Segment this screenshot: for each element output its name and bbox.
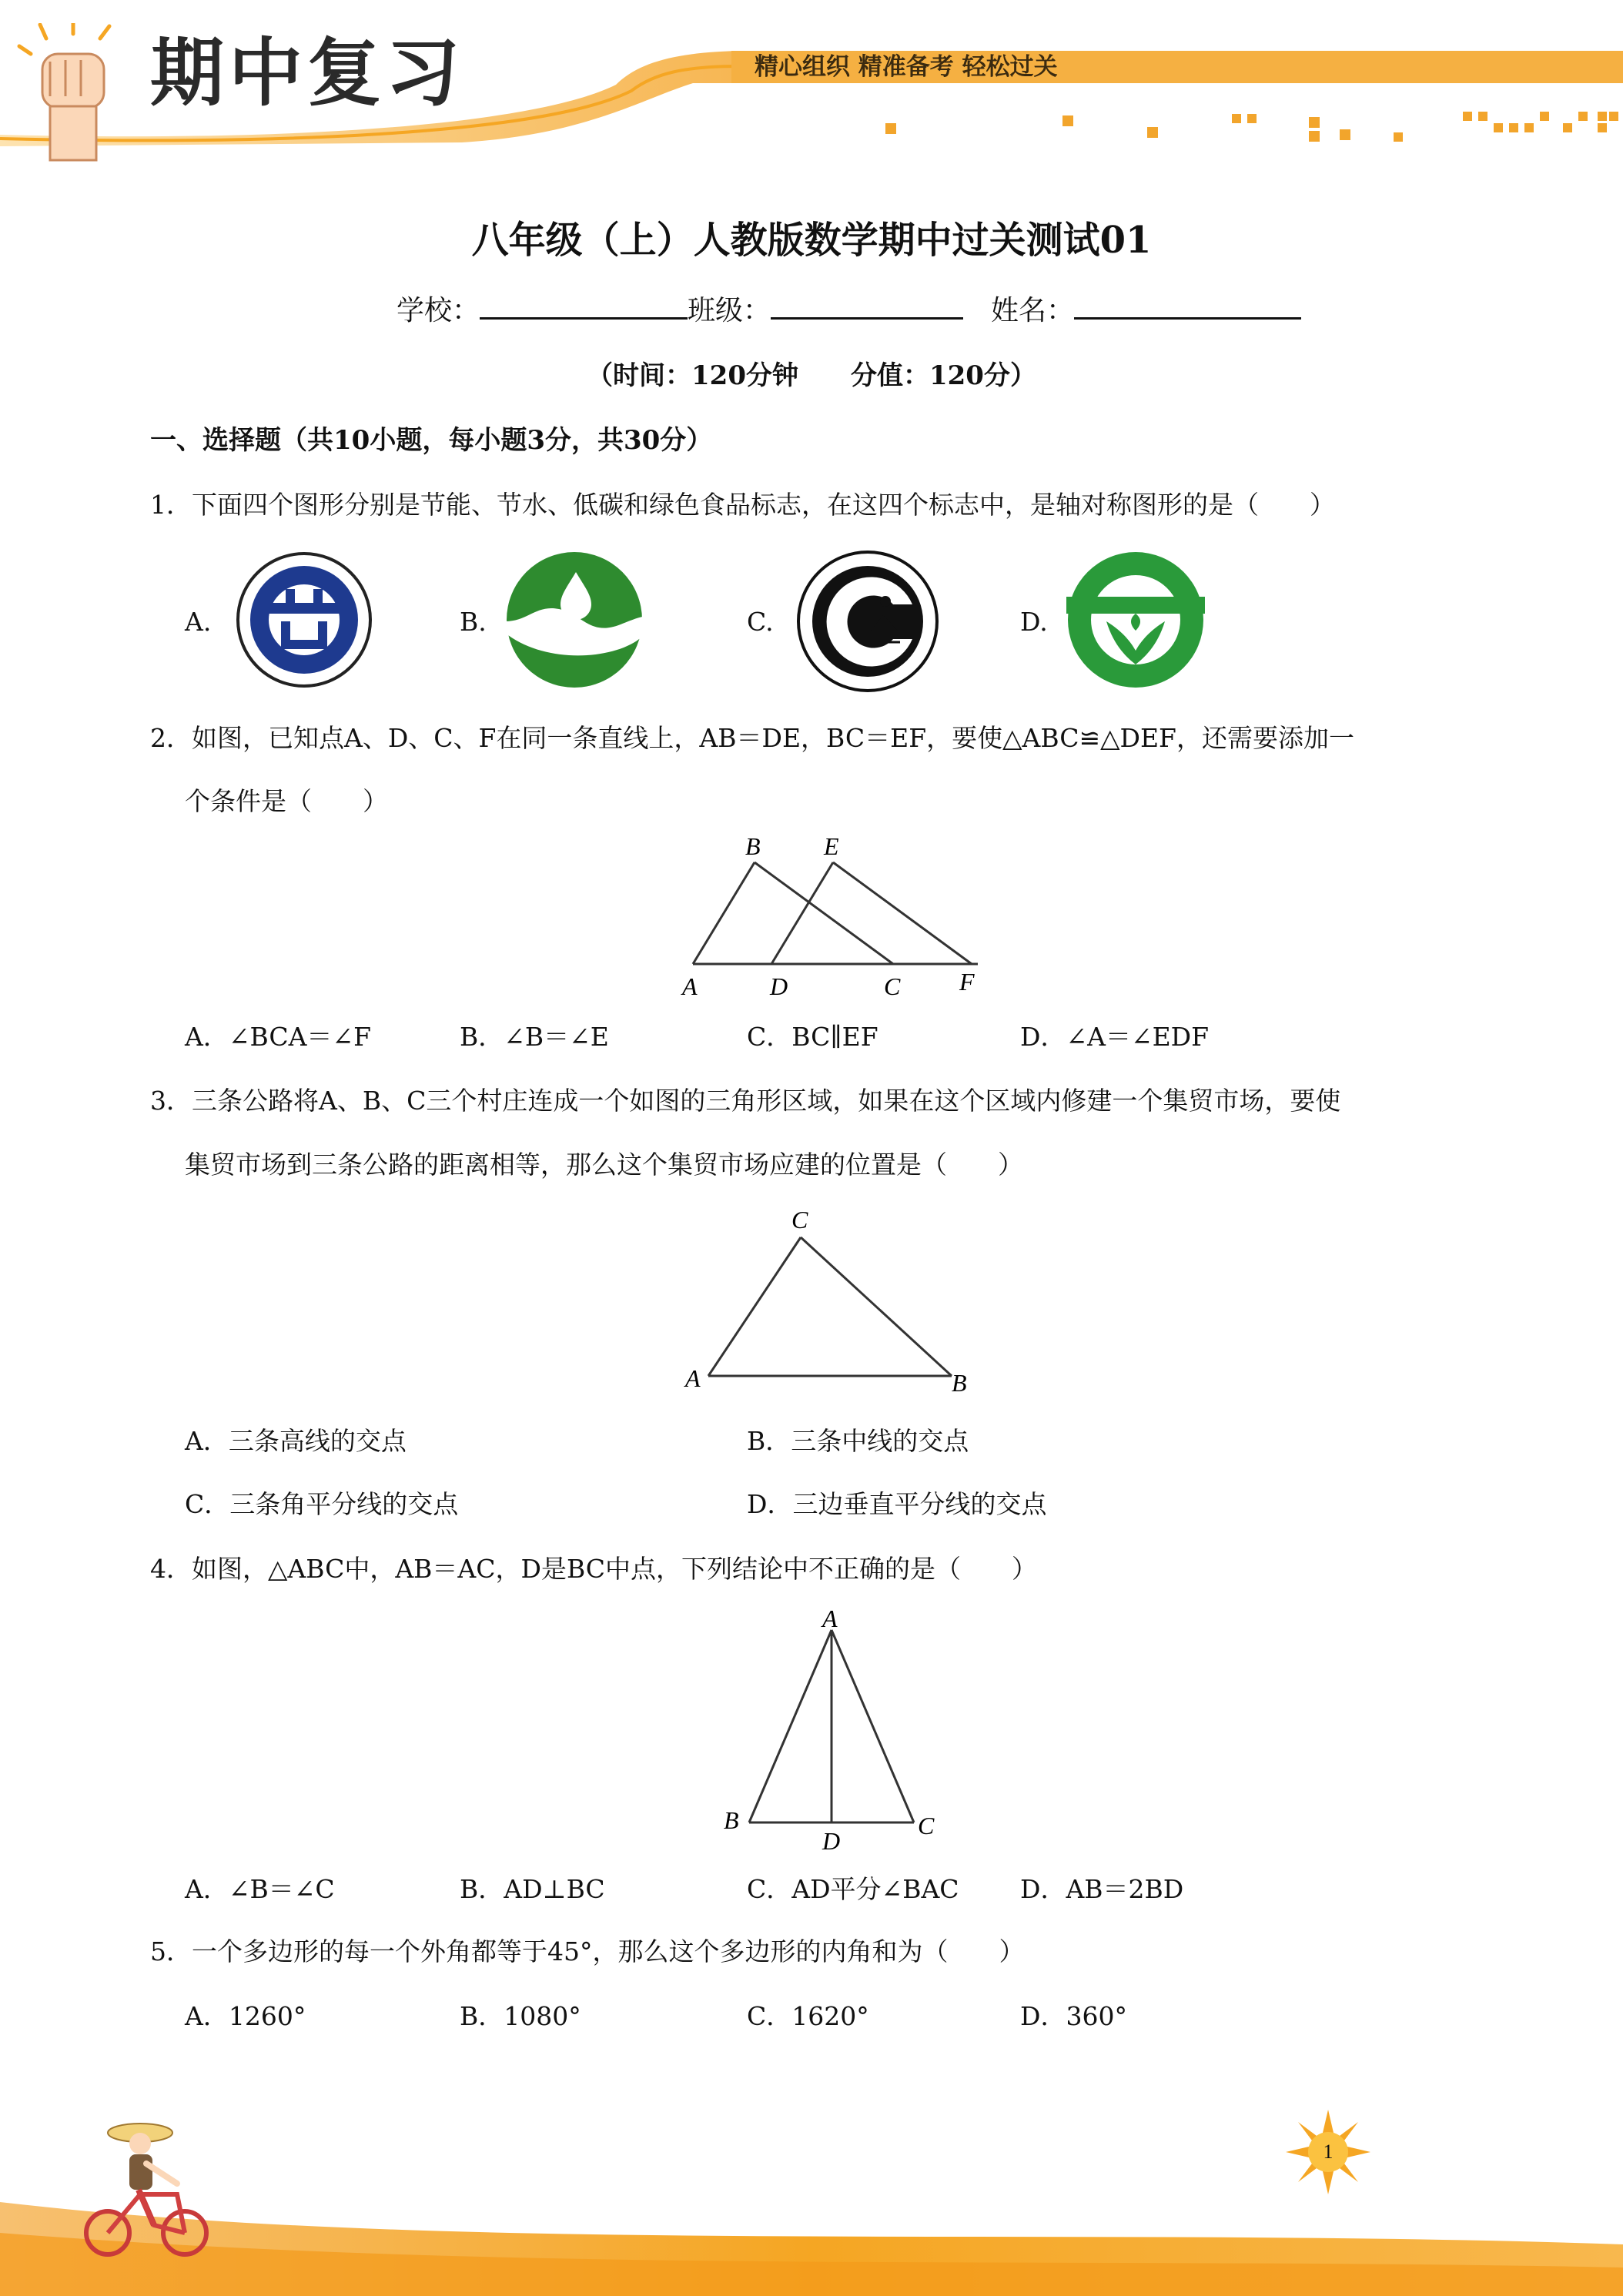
banner-title: 期中复习 [150,30,464,116]
q3-option-b[interactable]: B．三条中线的交点 [747,1426,969,1456]
question-4-stem: 4．如图，△ABC中，AB＝AC，D是BC中点，下列结论中不正确的是（ ） [150,1554,1038,1584]
water-saving-logo-icon [505,551,644,689]
q5-option-d[interactable]: D．360° [1020,2001,1127,2031]
q4-label-d: D [822,1827,841,1855]
energy-saving-logo-icon [235,551,373,689]
q4-label-a: A [822,1605,838,1632]
q4-option-a[interactable]: A．∠B＝∠C [185,1874,335,1904]
question-3-stem-line2: 集贸市场到三条公路的距离相等，那么这个集贸市场应建的位置是（ ） [185,1150,1023,1180]
name-field[interactable] [1074,294,1301,320]
name-label: 姓名： [991,295,1075,326]
q3-triangle-figure [678,1197,978,1405]
q1-option-a[interactable]: A. [185,607,212,637]
q3-label-a: A [685,1364,701,1392]
q3-option-a[interactable]: A．三条高线的交点 [185,1426,407,1456]
question-2-stem-line2: 个条件是（ ） [185,786,388,816]
footer-wave [0,2140,1623,2296]
question-3-stem-line1: 3．三条公路将A、B、C三个村庄连成一个如图的三角形区域，如果在这个区域内修建一个集贸市场，要使 [150,1086,1341,1116]
class-field[interactable] [771,294,963,320]
q4-option-c[interactable]: C．AD平分∠BAC [747,1874,959,1904]
page-number: 1 [1323,2140,1334,2163]
question-5-stem: 5．一个多边形的每一个外角都等于45°，那么这个多边形的内角和为（ ） [150,1936,1025,1966]
school-label: 学校： [397,295,480,326]
q4-label-b: B [724,1806,739,1834]
q4-option-b[interactable]: B．AD⊥BC [460,1874,605,1904]
q5-option-c[interactable]: C．1620° [747,2001,869,2031]
q3-option-d[interactable]: D．三边垂直平分线的交点 [747,1489,1047,1519]
q3-label-c: C [791,1206,808,1233]
exam-title: 八年级（上）人教版数学期中过关测试01 [471,219,1152,262]
q2-label-b: B [745,832,761,860]
q2-label-d: D [770,972,788,1000]
header-banner [0,0,1623,162]
q2-option-a[interactable]: A．∠BCA＝∠F [185,1022,371,1052]
q4-isosceles-figure [716,1605,947,1856]
banner-slogan: 精心组织 精准备考 轻松过关 [755,53,1058,81]
q4-label-c: C [918,1812,935,1839]
q2-label-a: A [682,972,698,1000]
time-info: （时间：120分钟 分值：120分） [587,360,1036,391]
q2-option-b[interactable]: B．∠B＝∠E [460,1022,609,1052]
q2-label-c: C [884,972,901,1000]
question-1-stem: 1．下面四个图形分别是节能、节水、低碳和绿色食品标志，在这四个标志中，是轴对称图形的是（ ） [150,490,1335,520]
q5-option-a[interactable]: A．1260° [185,2001,306,2031]
green-food-logo-icon [1066,551,1205,689]
q3-label-b: B [952,1369,967,1397]
q2-label-f: F [959,968,975,996]
q2-option-d[interactable]: D．∠A＝∠EDF [1020,1022,1210,1052]
q1-option-d[interactable]: D. [1020,607,1048,637]
cyclist-icon [77,2110,223,2264]
school-field[interactable] [480,294,688,320]
q2-label-e: E [824,832,839,860]
question-2-stem-line1: 2．如图，已知点A、D、C、F在同一条直线上，AB＝DE，BC＝EF，要使△ABC≌△DEF，还需要添加一 [150,723,1354,753]
q4-option-d[interactable]: D．AB＝2BD [1020,1874,1184,1904]
q5-option-b[interactable]: B．1080° [460,2001,581,2031]
q2-triangles-figure [670,832,993,1016]
q1-option-b[interactable]: B. [460,607,487,637]
low-carbon-logo-icon [797,551,939,693]
q1-option-c[interactable]: C. [747,607,774,637]
info-line [397,294,1301,328]
q2-option-c[interactable]: C．BC∥EF [747,1022,878,1052]
q3-option-c[interactable]: C．三条角平分线的交点 [185,1489,459,1519]
fist-icon [15,23,131,162]
section-heading: 一、选择题（共10小题，每小题3分，共30分） [150,425,713,456]
class-label: 班级： [688,295,771,326]
